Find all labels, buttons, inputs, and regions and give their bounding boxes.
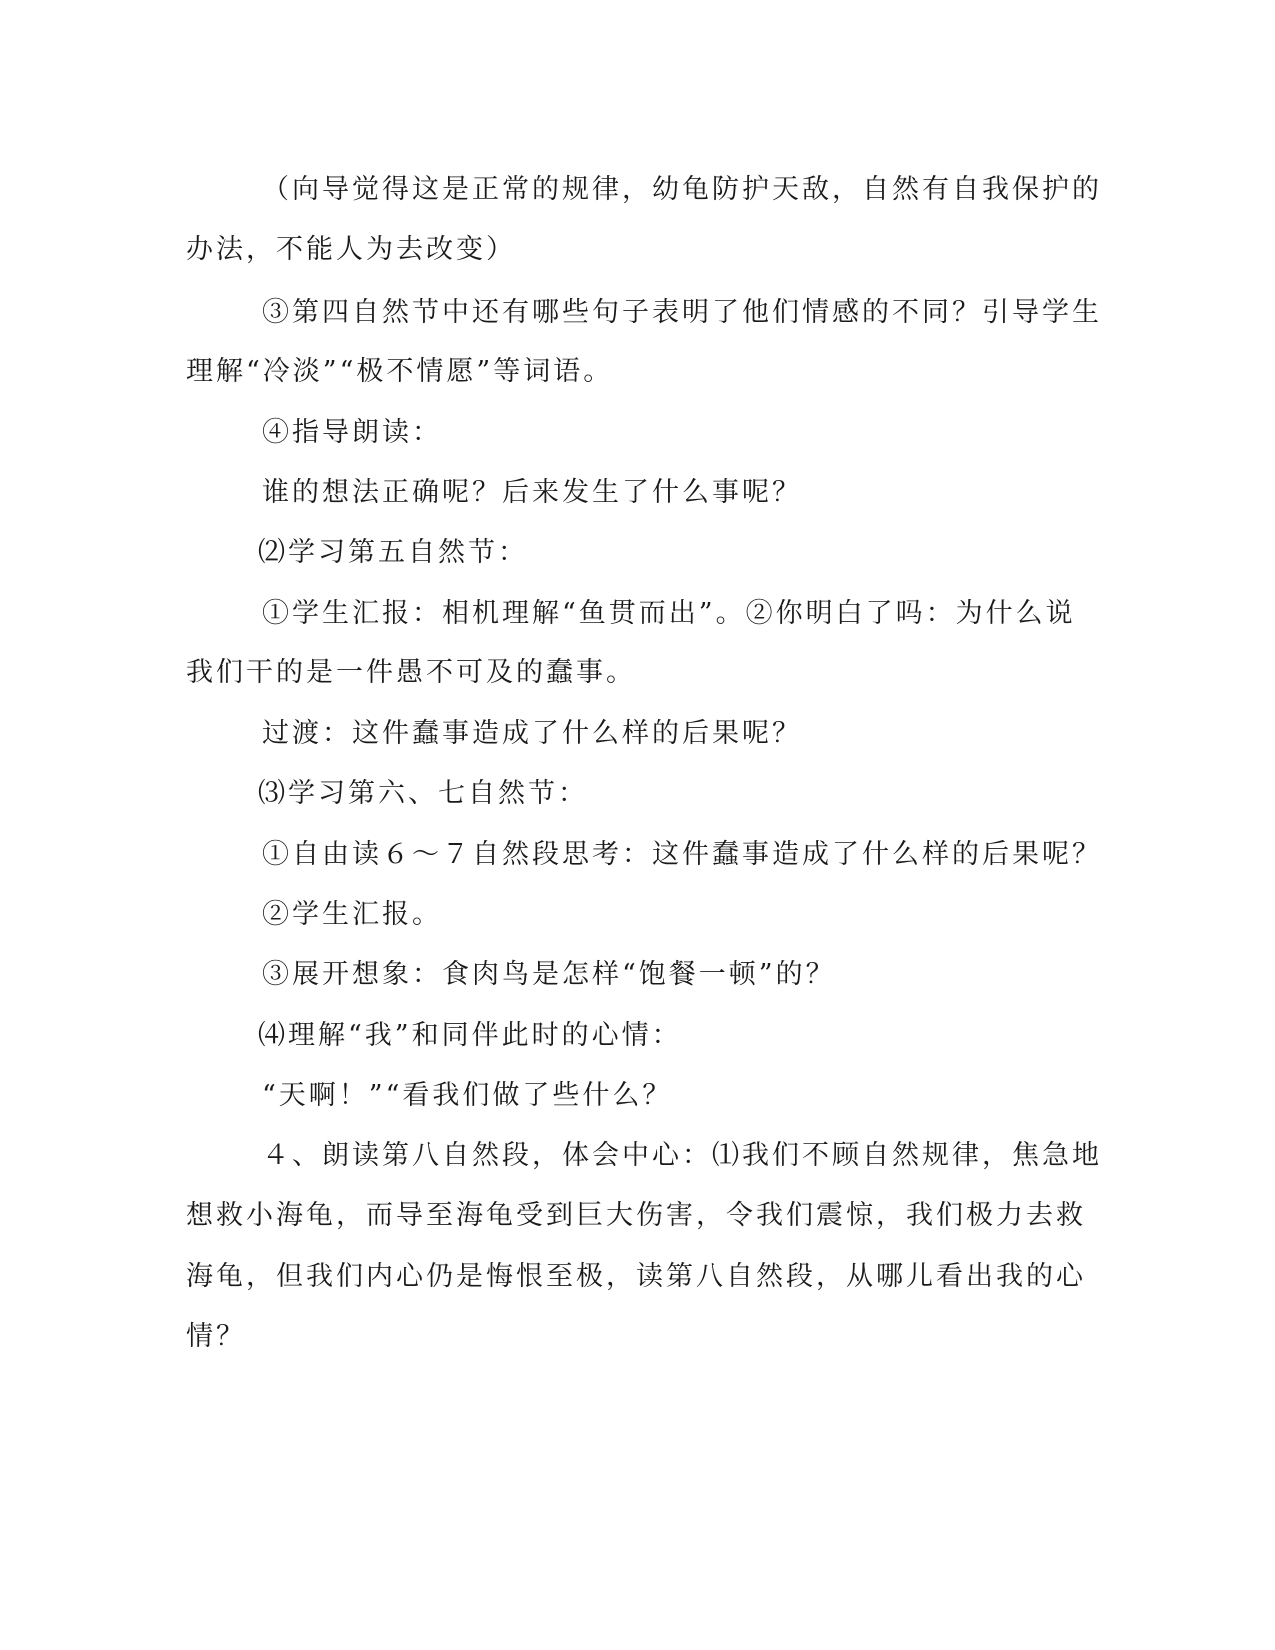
section-heading-2: ⑵学习第五自然节： [258,537,528,568]
paragraph-step-3-line-2: 理解“冷淡”“极不情愿”等词语。 [186,356,614,387]
paragraph-step-4-reading-line-4: 情？ [186,1321,246,1352]
paragraph-student-report: ②学生汇报。 [262,899,442,930]
paragraph-free-reading: ①自由读６～７自然段思考：这件蠢事造成了什么样的后果呢？ [262,839,1102,870]
paragraph-step-3-line-1: ③第四自然节中还有哪些句子表明了他们情感的不同？引导学生 [262,297,1102,328]
paragraph-step-4: ④指导朗读： [262,417,442,448]
paragraph-question: 谁的想法正确呢？后来发生了什么事呢？ [262,477,802,508]
paragraph-step-4-reading-line-3: 海龟，但我们内心仍是悔恨至极，读第八自然段，从哪儿看出我的心 [186,1261,1086,1292]
paragraph-guide-explanation-line-2: 办法，不能人为去改变） [186,234,516,265]
paragraph-transition: 过渡：这件蠢事造成了什么样的后果呢？ [262,718,802,749]
paragraph-step-4-reading-line-1: ４、朗读第八自然段，体会中心：⑴我们不顾自然规律，焦急地 [262,1140,1102,1171]
section-heading-3: ⑶学习第六、七自然节： [258,778,588,809]
paragraph-guide-explanation-line-1: （向导觉得这是正常的规律，幼龟防护天敌，自然有自我保护的 [262,174,1102,205]
paragraph-imagination: ③展开想象：食肉鸟是怎样“饱餐一顿”的？ [262,959,836,990]
paragraph-quote: “天啊！”“看我们做了些什么？ [262,1080,673,1111]
paragraph-report-line-1: ①学生汇报：相机理解“鱼贯而出”。②你明白了吗：为什么说 [262,598,1076,629]
paragraph-report-line-2: 我们干的是一件愚不可及的蠢事。 [186,657,636,688]
section-heading-4: ⑷理解“我”和同伴此时的心情： [258,1020,682,1051]
paragraph-step-4-reading-line-2: 想救小海龟，而导至海龟受到巨大伤害，令我们震惊，我们极力去救 [186,1200,1086,1231]
